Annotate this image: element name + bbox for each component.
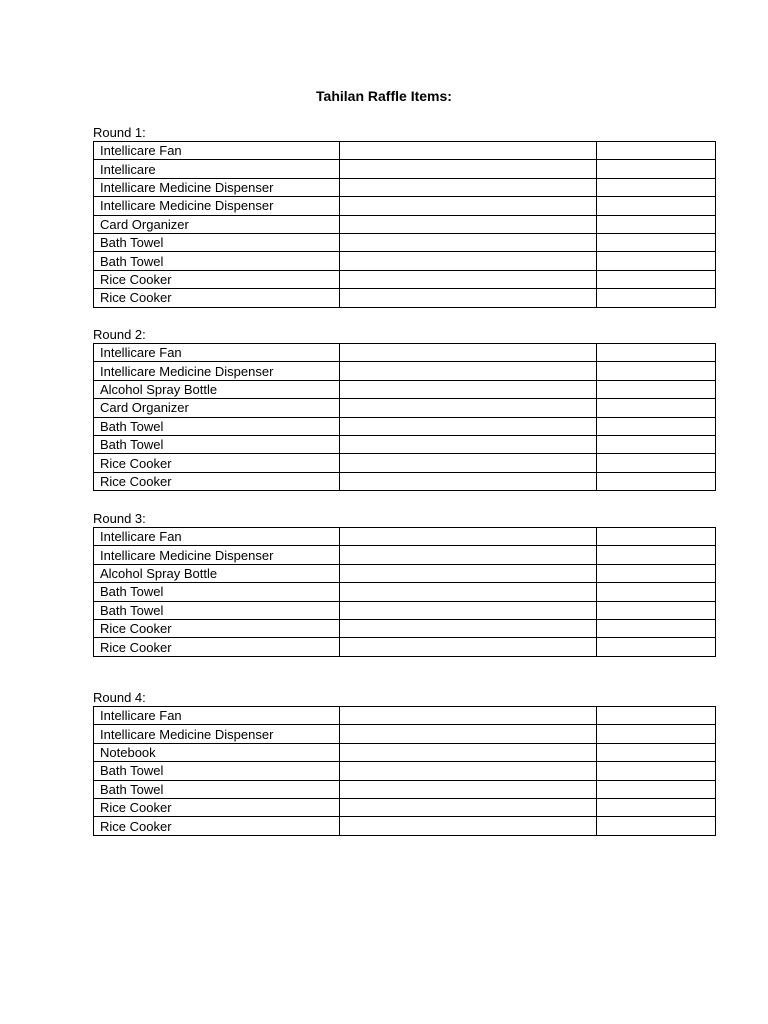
- item-name-cell: Rice Cooker: [94, 472, 340, 490]
- winner-name-cell[interactable]: [340, 399, 597, 417]
- item-name-cell: Intellicare Fan: [94, 142, 340, 160]
- item-name-cell: Rice Cooker: [94, 798, 340, 816]
- page-title: Tahilan Raffle Items:: [316, 88, 452, 104]
- item-name-cell: Intellicare Medicine Dispenser: [94, 197, 340, 215]
- table-row: [94, 546, 716, 564]
- extra-cell[interactable]: [597, 583, 716, 601]
- table-row: [94, 780, 716, 798]
- extra-cell[interactable]: [597, 601, 716, 619]
- winner-name-cell[interactable]: [340, 142, 597, 160]
- winner-name-cell[interactable]: [340, 197, 597, 215]
- round-label: Round 4:: [93, 690, 146, 705]
- table-row: [94, 399, 716, 417]
- extra-cell[interactable]: [597, 252, 716, 270]
- table-row: [94, 725, 716, 743]
- winner-name-cell[interactable]: [340, 160, 597, 178]
- extra-cell[interactable]: [597, 546, 716, 564]
- table-row: [94, 160, 716, 178]
- extra-cell[interactable]: [597, 638, 716, 656]
- table-row: [94, 178, 716, 196]
- winner-name-cell[interactable]: [340, 619, 597, 637]
- table-row: [94, 583, 716, 601]
- extra-cell[interactable]: [597, 215, 716, 233]
- raffle-table: [93, 141, 716, 308]
- raffle-table: [93, 343, 716, 491]
- round-label: Round 1:: [93, 125, 146, 140]
- winner-name-cell[interactable]: [340, 725, 597, 743]
- raffle-table: [93, 706, 716, 836]
- item-name-cell: Bath Towel: [94, 435, 340, 453]
- winner-name-cell[interactable]: [340, 546, 597, 564]
- round-2-section: [93, 326, 715, 491]
- table-row: [94, 619, 716, 637]
- table-row: [94, 289, 716, 307]
- round-4-section: [93, 689, 715, 836]
- extra-cell[interactable]: [597, 798, 716, 816]
- item-name-cell: Intellicare Fan: [94, 707, 340, 725]
- extra-cell[interactable]: [597, 197, 716, 215]
- table-row: [94, 142, 716, 160]
- winner-name-cell[interactable]: [340, 564, 597, 582]
- item-name-cell: Bath Towel: [94, 762, 340, 780]
- extra-cell[interactable]: [597, 454, 716, 472]
- table-row: [94, 638, 716, 656]
- item-name-cell: Rice Cooker: [94, 638, 340, 656]
- item-name-cell: Intellicare Fan: [94, 344, 340, 362]
- extra-cell[interactable]: [597, 178, 716, 196]
- extra-cell[interactable]: [597, 817, 716, 835]
- item-name-cell: Bath Towel: [94, 601, 340, 619]
- table-row: [94, 215, 716, 233]
- extra-cell[interactable]: [597, 435, 716, 453]
- item-name-cell: Bath Towel: [94, 233, 340, 251]
- round-3-section: [93, 510, 715, 657]
- extra-cell[interactable]: [597, 528, 716, 546]
- item-name-cell: Bath Towel: [94, 252, 340, 270]
- table-row: [94, 454, 716, 472]
- winner-name-cell[interactable]: [340, 178, 597, 196]
- winner-name-cell[interactable]: [340, 435, 597, 453]
- winner-name-cell[interactable]: [340, 380, 597, 398]
- table-row: [94, 601, 716, 619]
- item-name-cell: Rice Cooker: [94, 289, 340, 307]
- winner-name-cell[interactable]: [340, 362, 597, 380]
- winner-name-cell[interactable]: [340, 233, 597, 251]
- item-name-cell: Alcohol Spray Bottle: [94, 380, 340, 398]
- extra-cell[interactable]: [597, 380, 716, 398]
- extra-cell[interactable]: [597, 160, 716, 178]
- winner-name-cell[interactable]: [340, 344, 597, 362]
- table-row: [94, 564, 716, 582]
- extra-cell[interactable]: [597, 780, 716, 798]
- round-label: Round 2:: [93, 327, 146, 342]
- item-name-cell: Card Organizer: [94, 399, 340, 417]
- item-name-cell: Intellicare Fan: [94, 528, 340, 546]
- extra-cell[interactable]: [597, 564, 716, 582]
- winner-name-cell[interactable]: [340, 289, 597, 307]
- extra-cell[interactable]: [597, 289, 716, 307]
- item-name-cell: Intellicare: [94, 160, 340, 178]
- table-row: [94, 762, 716, 780]
- item-name-cell: Alcohol Spray Bottle: [94, 564, 340, 582]
- table-row: [94, 743, 716, 761]
- table-row: [94, 380, 716, 398]
- extra-cell[interactable]: [597, 619, 716, 637]
- extra-cell[interactable]: [597, 233, 716, 251]
- extra-cell[interactable]: [597, 725, 716, 743]
- table-row: [94, 252, 716, 270]
- item-name-cell: Intellicare Medicine Dispenser: [94, 178, 340, 196]
- extra-cell[interactable]: [597, 472, 716, 490]
- table-row: [94, 707, 716, 725]
- winner-name-cell[interactable]: [340, 762, 597, 780]
- winner-name-cell[interactable]: [340, 780, 597, 798]
- winner-name-cell[interactable]: [340, 638, 597, 656]
- raffle-table: [93, 527, 716, 657]
- item-name-cell: Notebook: [94, 743, 340, 761]
- item-name-cell: Intellicare Medicine Dispenser: [94, 546, 340, 564]
- item-name-cell: Rice Cooker: [94, 619, 340, 637]
- extra-cell[interactable]: [597, 743, 716, 761]
- winner-name-cell[interactable]: [340, 528, 597, 546]
- item-name-cell: Intellicare Medicine Dispenser: [94, 725, 340, 743]
- extra-cell[interactable]: [597, 399, 716, 417]
- table-row: [94, 417, 716, 435]
- winner-name-cell[interactable]: [340, 270, 597, 288]
- winner-name-cell[interactable]: [340, 798, 597, 816]
- winner-name-cell[interactable]: [340, 743, 597, 761]
- winner-name-cell[interactable]: [340, 583, 597, 601]
- table-row: [94, 472, 716, 490]
- item-name-cell: Rice Cooker: [94, 454, 340, 472]
- item-name-cell: Rice Cooker: [94, 817, 340, 835]
- winner-name-cell[interactable]: [340, 252, 597, 270]
- table-row: [94, 817, 716, 835]
- winner-name-cell[interactable]: [340, 472, 597, 490]
- item-name-cell: Intellicare Medicine Dispenser: [94, 362, 340, 380]
- extra-cell[interactable]: [597, 142, 716, 160]
- table-row: [94, 233, 716, 251]
- winner-name-cell[interactable]: [340, 601, 597, 619]
- table-row: [94, 435, 716, 453]
- table-row: [94, 798, 716, 816]
- item-name-cell: Bath Towel: [94, 780, 340, 798]
- table-row: [94, 528, 716, 546]
- winner-name-cell[interactable]: [340, 817, 597, 835]
- table-row: [94, 197, 716, 215]
- round-label: Round 3:: [93, 511, 146, 526]
- winner-name-cell[interactable]: [340, 417, 597, 435]
- item-name-cell: Rice Cooker: [94, 270, 340, 288]
- extra-cell[interactable]: [597, 707, 716, 725]
- winner-name-cell[interactable]: [340, 707, 597, 725]
- extra-cell[interactable]: [597, 762, 716, 780]
- table-row: [94, 362, 716, 380]
- winner-name-cell[interactable]: [340, 215, 597, 233]
- item-name-cell: Bath Towel: [94, 417, 340, 435]
- winner-name-cell[interactable]: [340, 454, 597, 472]
- round-1-section: [93, 124, 715, 308]
- extra-cell[interactable]: [597, 362, 716, 380]
- table-row: [94, 344, 716, 362]
- item-name-cell: Bath Towel: [94, 583, 340, 601]
- item-name-cell: Card Organizer: [94, 215, 340, 233]
- extra-cell[interactable]: [597, 417, 716, 435]
- extra-cell[interactable]: [597, 270, 716, 288]
- table-row: [94, 270, 716, 288]
- extra-cell[interactable]: [597, 344, 716, 362]
